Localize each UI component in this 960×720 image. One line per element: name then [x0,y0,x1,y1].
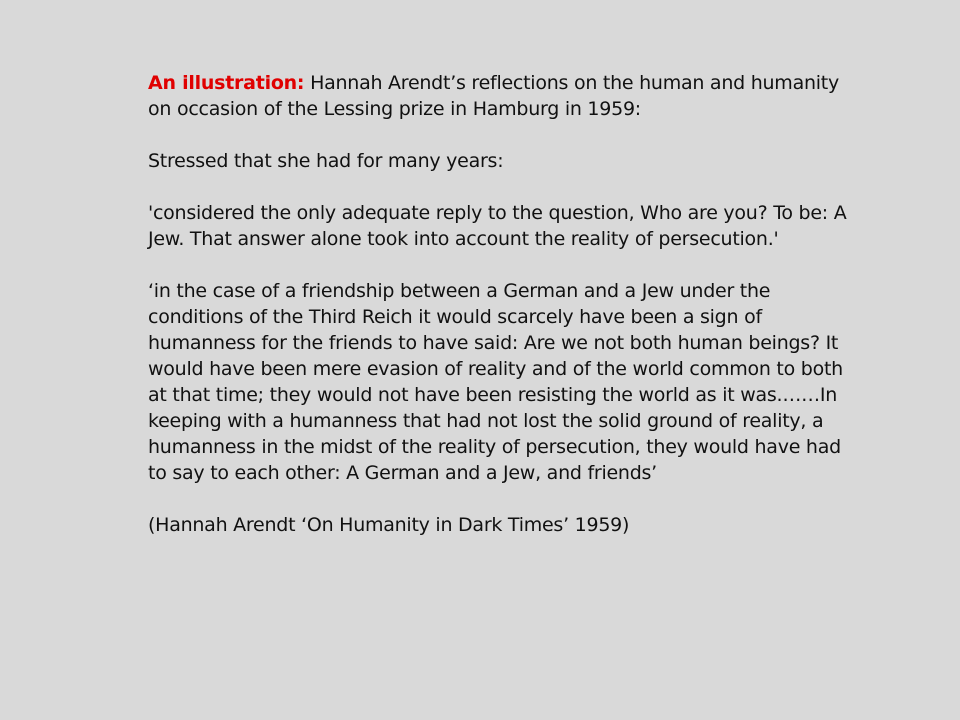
stressed-paragraph: Stressed that she had for many years: [148,150,504,172]
slide-text-box [148,70,848,564]
citation-paragraph: (Hannah Arendt ‘On Humanity in Dark Times’ 1959) [148,514,630,536]
intro-text: Hannah Arendt’s reflections on the human and humanity on occasion of the Lessing prize in Hamburg in 1959: [148,72,839,120]
quote-friendship-paragraph: ‘in the case of a friendship between a German and a Jew under the conditions of the Third Reich it would scarcely have been a sign of humanness for the friends to have said: Are we not both human beings? It would have been mere evasion of reality and of the world common to both at that time; they would not have been resisting the world as it was.……In keeping with a humanness that had not lost the solid ground of reality, a humanness in the midst of the reality of persecution, they would have had to say to each other: A German and a Jew, and friends’ [148,280,843,484]
quote-identity-paragraph: 'considered the only adequate reply to the question, Who are you? To be: A Jew. That answer alone took into account the reality of persecution.' [148,202,847,250]
intro-highlight: An illustration: [148,72,305,94]
intro-paragraph [148,70,848,122]
